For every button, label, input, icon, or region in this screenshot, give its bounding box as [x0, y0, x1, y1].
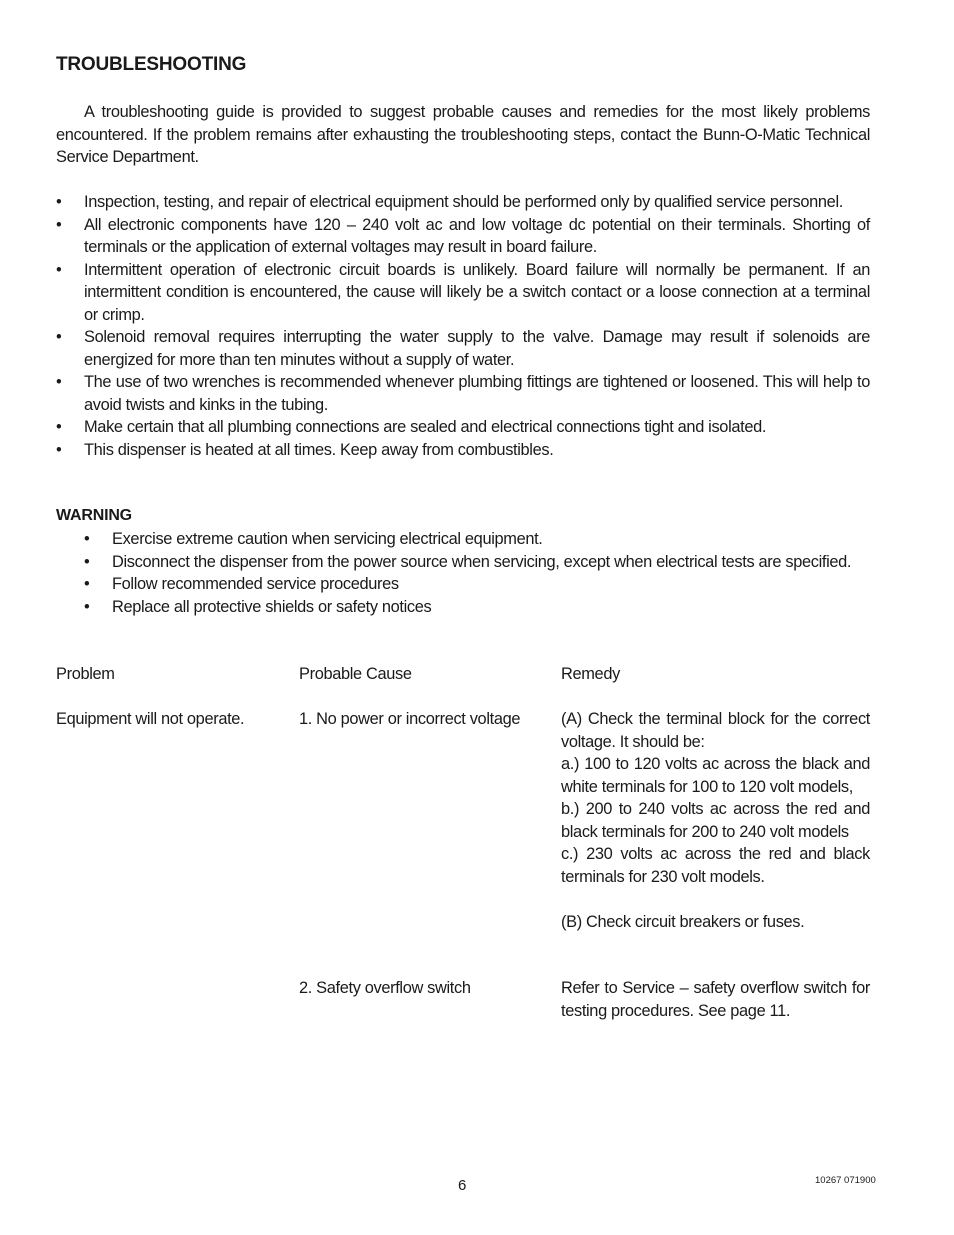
- column-header-problem: Problem: [56, 665, 115, 683]
- cause-cell: 1. No power or incorrect voltage: [299, 710, 521, 728]
- remedy-cell: [561, 708, 870, 933]
- precaution-item: • Inspection, testing, and repair of electrical equipment should be performed only by qualified service personnel.: [56, 191, 870, 214]
- precaution-item: • This dispenser is heated at all times. Keep away from combustibles.: [56, 439, 870, 462]
- warning-item: • Disconnect the dispenser from the power source when servicing, except when electrical tests are specified.: [84, 551, 870, 574]
- remedy-line: (B) Check circuit breakers or fuses.: [561, 912, 805, 931]
- remedy-cell: [561, 977, 870, 1022]
- remedy-line: (A) Check the terminal block for the correct voltage. It should be:: [561, 710, 870, 751]
- warning-item: • Replace all protective shields or safety notices: [84, 596, 870, 619]
- precaution-item: • All electronic components have 120 – 240 volt ac and low voltage dc potential on their terminals. Shorting of terminals or the application of external voltages may result in board failure.: [56, 214, 870, 259]
- warning-list: [84, 528, 870, 618]
- column-header-remedy: Remedy: [561, 665, 620, 683]
- warning-heading: WARNING: [56, 507, 132, 524]
- document-code: 10267 071900: [815, 1175, 876, 1186]
- remedy-line: a.) 100 to 120 volts ac across the black and white terminals for 100 to 120 volt models,: [561, 755, 870, 796]
- precaution-item: • The use of two wrenches is recommended whenever plumbing fittings are tightened or loosened. This will help to avoid twists and kinks in the tubing.: [56, 371, 870, 416]
- cause-cell: 2. Safety overflow switch: [299, 979, 471, 997]
- column-header-cause: Probable Cause: [299, 665, 412, 683]
- precaution-item: • Make certain that all plumbing connections are sealed and electrical connections tight and isolated.: [56, 416, 870, 439]
- warning-item: • Exercise extreme caution when servicing electrical equipment.: [84, 528, 870, 551]
- page-number: 6: [458, 1177, 467, 1194]
- precaution-item: • Intermittent operation of electronic circuit boards is unlikely. Board failure will normally be permanent. If an intermittent condition is encountered, the cause will likely be a switch contact or a loose connection at a terminal or crimp.: [56, 259, 870, 327]
- problem-cell: Equipment will not operate.: [56, 710, 245, 728]
- remedy-spacer: [561, 888, 870, 911]
- precaution-item: • Solenoid removal requires interrupting the water supply to the valve. Damage may result if solenoids are energized for more than ten minutes without a supply of water.: [56, 326, 870, 371]
- intro-paragraph: A troubleshooting guide is provided to suggest probable causes and remedies for the most likely problems encountered. If the problem remains after exhausting the troubleshooting steps, contact the Bunn-O-Matic Technical Service Department.: [56, 103, 870, 166]
- remedy-line: c.) 230 volts ac across the red and black terminals for 230 volt models.: [561, 845, 870, 886]
- remedy-line: b.) 200 to 240 volts ac across the red and black terminals for 200 to 240 volt models: [561, 800, 870, 841]
- warning-item: • Follow recommended service procedures: [84, 573, 870, 596]
- remedy-line: Refer to Service – safety overflow switch for testing procedures. See page 11.: [561, 979, 870, 1020]
- section-title: TROUBLESHOOTING: [56, 54, 247, 75]
- precautions-list: [56, 191, 870, 461]
